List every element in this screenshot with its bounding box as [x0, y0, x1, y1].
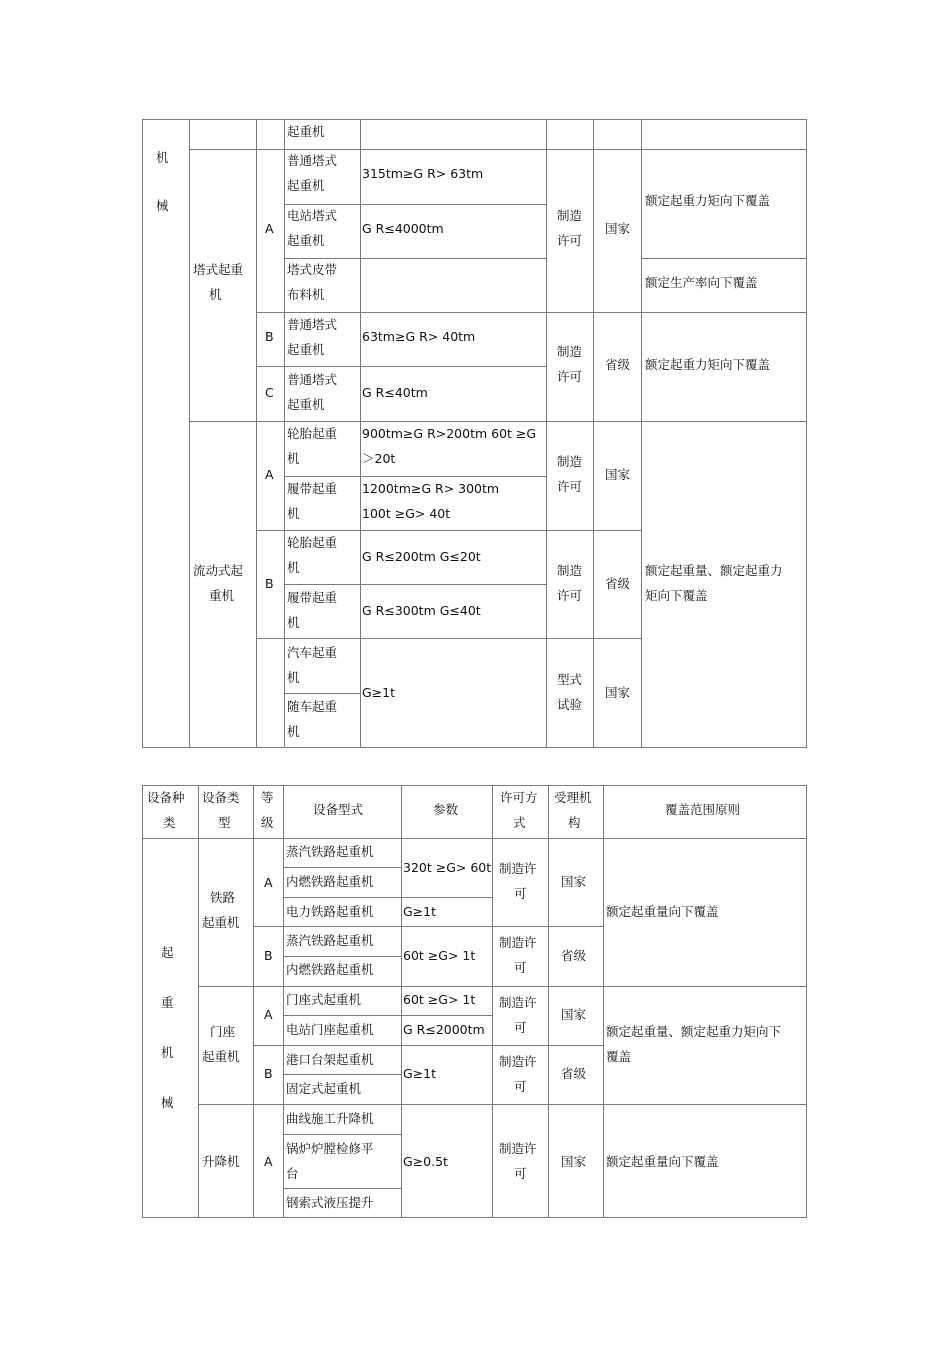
license-cell: 试验: [557, 697, 583, 712]
header-param: 参数: [433, 802, 459, 817]
license-cell: 制造许: [499, 1054, 537, 1069]
authority-cell: 国家: [605, 685, 631, 700]
license-cell: 可: [514, 1166, 527, 1181]
license-cell: 型式: [557, 672, 583, 687]
grade-cell: A: [264, 1154, 273, 1169]
scope-cell: 额定起重量、额定起重力: [645, 563, 783, 578]
param-cell: 60t ≥G> 1t: [403, 992, 476, 1007]
grade-cell: A: [265, 467, 274, 482]
scope-cell: 覆盖: [606, 1049, 632, 1064]
grade-cell: B: [264, 1066, 273, 1081]
type-cell: 起重机: [202, 1049, 240, 1064]
model-cell: 普通塔式: [287, 153, 338, 168]
model-cell: 塔式皮带: [287, 262, 338, 277]
header-authority: 受理机: [554, 790, 592, 805]
license-cell: 可: [514, 960, 527, 975]
header-authority: 构: [568, 815, 581, 830]
header-model: 设备型式: [313, 802, 364, 817]
license-cell: 制造许: [499, 995, 537, 1010]
model-cell: 履带起重: [287, 590, 338, 605]
type-cell: 起重机: [202, 915, 240, 930]
type-cell: 重机: [209, 588, 235, 603]
authority-cell: 国家: [605, 221, 631, 236]
model-cell: 内燃铁路起重机: [286, 874, 374, 889]
model-cell: 机: [287, 506, 300, 521]
authority-cell: 省级: [605, 576, 631, 591]
license-cell: 许可: [557, 369, 583, 384]
header-type: 设备类: [202, 790, 240, 805]
model-cell: 电站门座起重机: [286, 1022, 374, 1037]
grade-cell: A: [264, 1007, 273, 1022]
category-char: 起: [161, 945, 174, 960]
type-cell: 流动式起: [193, 563, 244, 578]
model-cell: 内燃铁路起重机: [286, 962, 374, 977]
model-cell: 锅炉炉膛检修平: [286, 1141, 374, 1156]
model-cell: 机: [287, 560, 300, 575]
category-char: 械: [161, 1095, 174, 1110]
license-cell: 许可: [557, 233, 583, 248]
model-cell: 轮胎起重: [287, 426, 338, 441]
category-char: 重: [161, 995, 174, 1010]
authority-cell: 国家: [605, 467, 631, 482]
param-cell: 1200tm≥G R> 300tm: [362, 481, 500, 496]
license-cell: 制造许: [499, 861, 537, 876]
model-cell: 蒸汽铁路起重机: [286, 844, 374, 859]
header-scope: 覆盖范围原则: [665, 802, 741, 817]
header-type: 型: [218, 815, 231, 830]
license-cell: 可: [514, 1020, 527, 1035]
model-cell: 普通塔式: [287, 372, 338, 387]
scope-cell: 额定起重力矩向下覆盖: [645, 193, 771, 208]
scope-cell: 矩向下覆盖: [645, 588, 708, 603]
license-cell: 制造: [557, 563, 583, 578]
scope-cell: 额定起重量、额定起重力矩向下: [606, 1024, 782, 1039]
param-cell: G≥1t: [403, 1066, 437, 1081]
scope-cell: 额定起重量向下覆盖: [606, 1154, 719, 1169]
model-cell: 机: [287, 724, 300, 739]
category-char: 机: [161, 1045, 174, 1060]
grade-cell: B: [265, 576, 274, 591]
param-cell: G R≤200tm G≤20t: [362, 549, 481, 564]
model-cell: 起重机: [287, 124, 325, 139]
scope-cell: 额定起重量向下覆盖: [606, 904, 719, 919]
model-cell: 起重机: [287, 233, 325, 248]
authority-cell: 省级: [561, 948, 587, 963]
param-cell: 60t ≥G> 1t: [403, 948, 476, 963]
model-cell: 汽车起重: [287, 645, 338, 660]
authority-cell: 省级: [561, 1066, 587, 1081]
grade-cell: A: [265, 221, 274, 236]
grade-cell: B: [265, 329, 274, 344]
license-cell: 制造: [557, 208, 583, 223]
model-cell: 港口台架起重机: [286, 1052, 374, 1067]
authority-cell: 国家: [561, 1007, 587, 1022]
model-cell: 起重机: [287, 397, 325, 412]
license-cell: 制造: [557, 344, 583, 359]
header-category: 类: [163, 815, 176, 830]
model-cell: 轮胎起重: [287, 535, 338, 550]
license-cell: 许可: [557, 479, 583, 494]
type-cell: 门座: [210, 1024, 236, 1039]
param-cell: G≥1t: [403, 904, 437, 919]
model-cell: 普通塔式: [287, 317, 338, 332]
scope-cell: 额定起重力矩向下覆盖: [645, 357, 771, 372]
model-cell: 曲线施工升降机: [286, 1111, 374, 1126]
grade-cell: C: [265, 385, 274, 400]
param-cell: 63tm≥G R> 40tm: [362, 329, 476, 344]
grade-cell: A: [264, 875, 273, 890]
model-cell: 履带起重: [287, 481, 338, 496]
param-cell: G≥0.5t: [403, 1154, 448, 1169]
license-cell: 可: [514, 1079, 527, 1094]
model-cell: 钢索式液压提升: [286, 1195, 374, 1210]
grade-cell: B: [264, 948, 273, 963]
param-cell: 100t ≥G> 40t: [362, 506, 451, 521]
scope-cell: 额定生产率向下覆盖: [645, 275, 758, 290]
model-cell: 机: [287, 451, 300, 466]
category-char: 械: [156, 198, 169, 213]
header-grade: 级: [261, 815, 274, 830]
header-category: 设备种: [147, 790, 185, 805]
param-cell: 900tm≥G R>200tm 60t ≥G: [362, 426, 537, 441]
param-cell: 315tm≥G R> 63tm: [362, 166, 484, 181]
param-cell: G R≤40tm: [362, 385, 428, 400]
license-cell: 制造: [557, 454, 583, 469]
model-cell: 固定式起重机: [286, 1081, 362, 1096]
model-cell: 机: [287, 615, 300, 630]
model-cell: 布料机: [287, 287, 325, 302]
model-cell: 台: [286, 1166, 299, 1181]
model-cell: 蒸汽铁路起重机: [286, 933, 374, 948]
type-cell: 塔式起重: [193, 262, 244, 277]
param-cell: ＞20t: [362, 451, 396, 466]
authority-cell: 省级: [605, 357, 631, 372]
param-cell: 320t ≥G> 60t: [403, 860, 492, 875]
type-cell: 铁路: [210, 890, 236, 905]
model-cell: 电力铁路起重机: [286, 904, 374, 919]
authority-cell: 国家: [561, 1154, 587, 1169]
license-cell: 可: [514, 886, 527, 901]
model-cell: 机: [287, 670, 300, 685]
authority-cell: 国家: [561, 874, 587, 889]
param-cell: G R≤4000tm: [362, 221, 444, 236]
type-cell: 机: [209, 287, 222, 302]
param-cell: G R≤2000tm: [403, 1022, 485, 1037]
param-cell: G R≤300tm G≤40t: [362, 603, 481, 618]
license-cell: 许可: [557, 588, 583, 603]
param-cell: G≥1t: [362, 685, 396, 700]
model-cell: 门座式起重机: [286, 992, 362, 1007]
category-char: 机: [156, 150, 169, 165]
header-license: 式: [513, 815, 526, 830]
header-license: 许可方: [500, 790, 538, 805]
model-cell: 随车起重: [287, 699, 338, 714]
license-cell: 制造许: [499, 935, 537, 950]
model-cell: 起重机: [287, 178, 325, 193]
model-cell: 起重机: [287, 342, 325, 357]
model-cell: 电站塔式: [287, 208, 338, 223]
header-grade: 等: [261, 790, 274, 805]
type-cell: 升降机: [202, 1154, 240, 1169]
license-cell: 制造许: [499, 1141, 537, 1156]
